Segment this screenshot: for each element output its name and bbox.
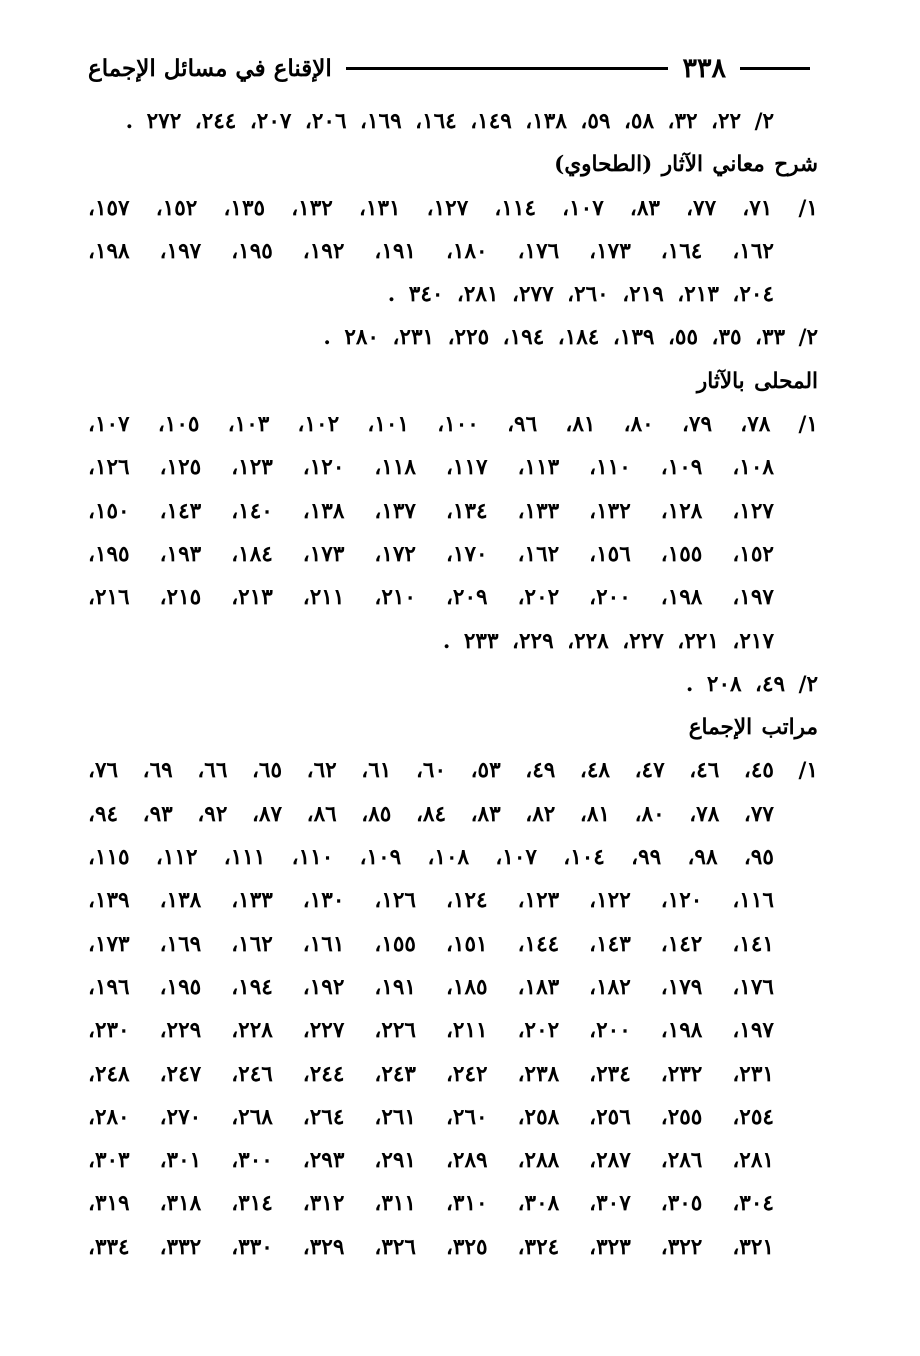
index-line: ٢/ ٢٢، ٣٢، ٥٨، ٥٩، ١٣٨، ١٤٩، ١٦٤، ١٦٩، ٢٠٦، ٢٠٧، ٢٤٤، ٢٧٢ . xyxy=(125,109,774,134)
index-line: ٣٠٤، ٣٠٥، ٣٠٧، ٣٠٨، ٣١٠، ٣١١، ٣١٢، ٣١٤، ٣١٨، ٣١٩، xyxy=(88,1191,774,1217)
index-line: ٢/ ٣٣، ٣٥، ٥٥، ١٣٩، ١٨٤، ١٩٤، ٢٢٥، ٢٣١، ٢٨٠ . xyxy=(323,325,818,351)
index-line: ١٩٧، ١٩٨، ٢٠٠، ٢٠٢، ٢٠٩، ٢١٠، ٢١١، ٢١٣، ٢١٥، ٢١٦، xyxy=(88,585,774,611)
index-line: ١٥٢، ١٥٥، ١٥٦، ١٦٢، ١٧٠، ١٧٢، ١٧٣، ١٨٤، ١٩٣، ١٩٥، xyxy=(88,541,774,567)
index-line: ١/ ٧٨، ٧٩، ٨٠، ٨١، ٩٦، ١٠٠، ١٠١، ١٠٢، ١٠٣، ١٠٥، ١٠٧، xyxy=(88,412,818,438)
index-line: ١٧٦، ١٧٩، ١٨٢، ١٨٣، ١٨٥، ١٩١، ١٩٢، ١٩٤، ١٩٥، ١٩٦، xyxy=(88,974,774,1000)
index-line: ٢٣١، ٢٣٢، ٢٣٤، ٢٣٨، ٢٤٢، ٢٤٣، ٢٤٤، ٢٤٦، ٢٤٧، ٢٤٨، xyxy=(88,1061,774,1087)
index-line: ٢١٧، ٢٢١، ٢٢٧، ٢٢٨، ٢٢٩، ٢٣٣ . xyxy=(442,628,774,654)
header-rule-right xyxy=(740,67,810,70)
index-line: ٣٢١، ٣٢٢، ٣٢٣، ٣٢٤، ٣٢٥، ٣٢٦، ٣٢٩، ٣٣٠، ٣٣٢، ٣٣٤، xyxy=(88,1234,774,1260)
index-line: ٩٥، ٩٨، ٩٩، ١٠٤، ١٠٧، ١٠٨، ١٠٩، ١١٠، ١١١، ١١٢، ١١٥، xyxy=(88,845,774,871)
index-line: ١/ ٧١، ٧٧، ٨٣، ١٠٧، ١١٤، ١٢٧، ١٣١، ١٣٢، ١٣٥، ١٥٢، ١٥٧، xyxy=(88,195,818,221)
page-number: ٣٣٨ xyxy=(682,52,726,84)
source-heading: شرح معاني الآثار (الطحاوي) xyxy=(554,152,818,178)
header-rule-left xyxy=(346,67,669,70)
index-body xyxy=(88,100,818,1269)
source-heading: مراتب الإجماع xyxy=(688,715,818,741)
index-line: ٢٥٤، ٢٥٥، ٢٥٦، ٢٥٨، ٢٦٠، ٢٦١، ٢٦٤، ٢٦٨، ٢٧٠، ٢٨٠، xyxy=(88,1104,774,1130)
index-line: ١٠٨، ١٠٩، ١١٠، ١١٣، ١١٧، ١١٨، ١٢٠، ١٢٣، ١٢٥، ١٢٦، xyxy=(88,455,774,481)
index-line: ١٤١، ١٤٢، ١٤٣، ١٤٤، ١٥١، ١٥٥، ١٦١، ١٦٢، ١٦٩، ١٧٣، xyxy=(88,931,774,957)
index-line: ٧٧، ٧٨، ٨٠، ٨١، ٨٢، ٨٣، ٨٤، ٨٥، ٨٦، ٨٧، ٩٢، ٩٣، ٩٤، xyxy=(88,801,774,827)
page-header xyxy=(88,48,824,88)
index-line: ١/ ٤٥، ٤٦، ٤٧، ٤٨، ٤٩، ٥٣، ٦٠، ٦١، ٦٢، ٦٥، ٦٦، ٦٩، ٧٦، xyxy=(88,758,818,784)
index-line: ١٩٧، ١٩٨، ٢٠٠، ٢٠٢، ٢١١، ٢٢٦، ٢٢٧، ٢٢٨، ٢٢٩، ٢٣٠، xyxy=(88,1018,774,1044)
index-line: ١١٦، ١٢٠، ١٢٢، ١٢٣، ١٢٤، ١٢٦، ١٣٠، ١٣٣، ١٣٨، ١٣٩، xyxy=(88,888,774,914)
index-line: ٢٠٤، ٢١٣، ٢١٩، ٢٦٠، ٢٧٧، ٢٨١، ٣٤٠ . xyxy=(387,282,774,308)
index-line: ١٦٢، ١٦٤، ١٧٣، ١٧٦، ١٨٠، ١٩١، ١٩٢، ١٩٥، ١٩٧، ١٩٨، xyxy=(88,238,774,264)
index-line: ١٢٧، ١٢٨، ١٣٢، ١٣٣، ١٣٤، ١٣٧، ١٣٨، ١٤٠، ١٤٣، ١٥٠، xyxy=(88,498,774,524)
index-line: ٢/ ٤٩، ٢٠٨ . xyxy=(685,671,818,697)
source-heading: المحلى بالآثار xyxy=(696,368,818,394)
index-line: ٢٨١، ٢٨٦، ٢٨٧، ٢٨٨، ٢٨٩، ٢٩١، ٢٩٣، ٣٠٠، ٣٠١، ٣٠٣، xyxy=(88,1148,774,1174)
running-title: الإقناع في مسائل الإجماع xyxy=(88,54,332,82)
